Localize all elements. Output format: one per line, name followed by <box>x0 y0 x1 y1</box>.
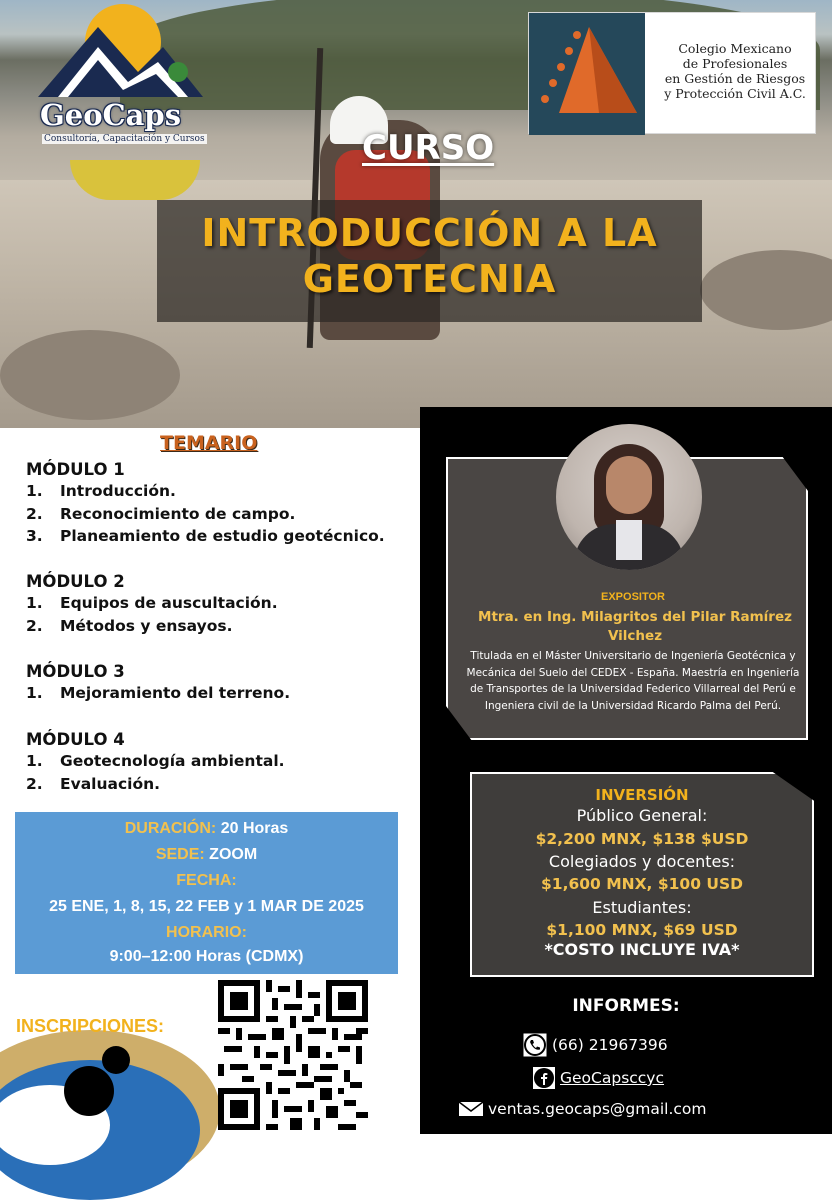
contact-title: INFORMES: <box>572 996 680 1016</box>
colegio-logo-text: Colegio Mexicano de Profesionales en Gestión de Riesgos y Protección Civil A.C. <box>664 41 806 101</box>
speaker-photo <box>556 424 702 570</box>
speaker-bio: Titulada en el Máster Universitario de Ingeniería Geotécnica y Mecánica del Suelo del CEDEX - España. Maestría en Ingeniería de Transportes de la Universidad Federico Villarreal del Perú e Ingeniera civil de la Universidad Ricardo Palma del Perú. <box>466 650 800 712</box>
geocaps-logo-tagline: Consultoría, Capacitación y Cursos <box>44 134 205 144</box>
price-colegiados: $1,600 MNX, $100 USD <box>541 875 743 893</box>
date-label: FECHA: <box>176 872 237 889</box>
speaker-role: EXPOSITOR <box>601 591 665 603</box>
module-3 <box>26 662 290 707</box>
investment-title: INVERSIÓN <box>595 786 689 804</box>
pyramid-icon <box>529 13 645 135</box>
price-label-colegiados: Colegiados y docentes: <box>548 852 736 871</box>
tax-note: *COSTO INCLUYE IVA* <box>544 940 740 959</box>
module-1 <box>26 460 385 550</box>
temario-heading: TEMARIO <box>160 432 258 454</box>
date-value: 25 ENE, 1, 8, 15, 22 FEB y 1 MAR DE 2025 <box>49 898 364 915</box>
phone-icon <box>522 1032 548 1058</box>
colegio-logo-mark <box>529 13 645 135</box>
facebook-contact[interactable] <box>532 1066 664 1090</box>
qr-code-icon <box>218 980 368 1130</box>
decorative-dot <box>102 1046 130 1074</box>
list-item: 2. Evaluación. <box>26 774 161 793</box>
course-details-box <box>15 812 398 974</box>
list-item: 1. Equipos de auscultación. <box>26 594 278 612</box>
price-general: $2,200 MNX, $138 $USD <box>535 830 749 848</box>
geocaps-logo-name: GeoCaps <box>40 98 182 132</box>
email-contact[interactable] <box>458 1100 706 1118</box>
speaker-name: Mtra. en Ing. Milagritos del Pilar Ramírez Vilchez <box>478 609 792 644</box>
course-label: CURSO <box>362 128 495 168</box>
colegio-logo <box>528 12 816 134</box>
wheelbarrow <box>70 160 200 200</box>
registration-qr-code[interactable] <box>218 980 368 1130</box>
decorative-dot <box>64 1066 114 1116</box>
phone-number: (66) 21967396 <box>552 1036 668 1054</box>
phone-contact[interactable] <box>522 1032 668 1058</box>
venue-row: SEDE: ZOOM <box>155 846 258 863</box>
module-4 <box>26 730 285 797</box>
module-heading: MÓDULO 3 <box>26 662 125 681</box>
inscripciones-label: INSCRIPCIONES: <box>16 1016 165 1036</box>
module-heading: MÓDULO 2 <box>26 572 125 591</box>
list-item: 1. Mejoramiento del terreno. <box>26 684 291 702</box>
module-2 <box>26 572 278 639</box>
duration-row: DURACIÓN: 20 Horas <box>124 820 289 837</box>
facebook-icon <box>532 1066 556 1090</box>
list-item: 2. Métodos y ensayos. <box>26 616 233 635</box>
list-item: 3. Planeamiento de estudio geotécnico. <box>26 527 385 545</box>
list-item: 2. Reconocimiento de campo. <box>26 504 296 523</box>
mountain-sun-icon <box>28 2 208 112</box>
schedule-value: 9:00–12:00 Horas (CDMX) <box>109 948 304 965</box>
course-title: INTRODUCCIÓN A LA GEOTECNIA <box>201 211 658 301</box>
price-estudiantes: $1,100 MNX, $69 USD <box>546 921 738 939</box>
module-heading: MÓDULO 4 <box>26 730 125 749</box>
list-item: 1. Introducción. <box>26 482 176 500</box>
rock-pile <box>0 330 180 420</box>
module-heading: MÓDULO 1 <box>26 460 125 479</box>
list-item: 1. Geotecnología ambiental. <box>26 752 285 770</box>
facebook-handle: GeoCapsccyc <box>560 1069 665 1087</box>
schedule-label: HORARIO: <box>166 924 247 941</box>
price-label-estudiantes: Estudiantes: <box>592 898 692 917</box>
mail-icon <box>458 1100 484 1118</box>
email-address: ventas.geocaps@gmail.com <box>488 1100 707 1118</box>
price-label-general: Público General: <box>576 806 708 825</box>
